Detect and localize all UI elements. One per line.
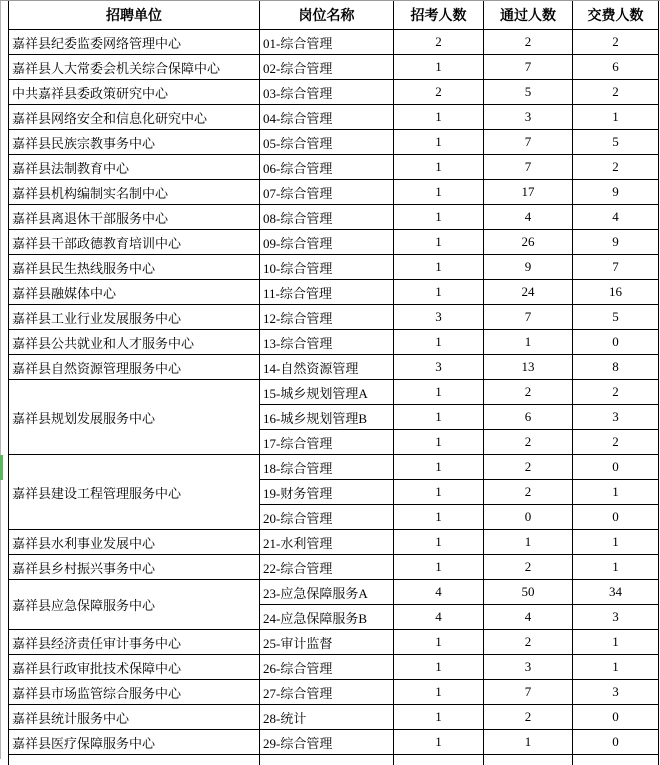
recruit-count-cell[interactable]: 1 <box>394 530 484 555</box>
table-row <box>9 630 659 655</box>
paid-count-cell[interactable]: 2 <box>573 155 659 180</box>
recruit-count-cell[interactable]: 1 <box>394 655 484 680</box>
paid-count-cell[interactable]: 16 <box>573 280 659 305</box>
table-row <box>9 55 659 80</box>
recruit-count-cell[interactable]: 1 <box>394 155 484 180</box>
left-margin-gridline <box>0 0 1 759</box>
paid-count-cell[interactable]: 9 <box>573 180 659 205</box>
table-row <box>9 580 659 605</box>
unit-cell[interactable]: 嘉祥县离退休干部服务中心 <box>9 205 260 230</box>
position-cell[interactable]: 06-综合管理 <box>260 155 394 180</box>
recruit-count-cell[interactable]: 1 <box>394 105 484 130</box>
paid-count-cell[interactable]: 0 <box>573 505 659 530</box>
position-cell[interactable]: 15-城乡规划管理A <box>260 380 394 405</box>
unit-cell[interactable]: 嘉祥县医疗保障服务中心 <box>9 730 260 755</box>
passed-count-cell[interactable]: 7 <box>484 55 573 80</box>
passed-count-cell[interactable]: 3 <box>484 655 573 680</box>
position-cell[interactable]: 27-综合管理 <box>260 680 394 705</box>
position-cell[interactable]: 07-综合管理 <box>260 180 394 205</box>
passed-count-cell[interactable]: 7 <box>484 130 573 155</box>
unit-cell[interactable]: 嘉祥县民生热线服务中心 <box>9 255 260 280</box>
table-row <box>9 755 659 765</box>
position-cell[interactable]: 11-综合管理 <box>260 280 394 305</box>
unit-cell[interactable]: 嘉祥县干部政德教育培训中心 <box>9 230 260 255</box>
position-cell[interactable]: 03-综合管理 <box>260 80 394 105</box>
paid-count-cell[interactable]: 0 <box>573 455 659 480</box>
empty-cell[interactable] <box>484 755 573 765</box>
paid-count-cell[interactable]: 2 <box>573 30 659 55</box>
paid-count-cell[interactable]: 3 <box>573 405 659 430</box>
paid-count-cell[interactable]: 4 <box>573 205 659 230</box>
table-row <box>9 655 659 680</box>
unit-cell[interactable]: 嘉祥县机构编制实名制中心 <box>9 180 260 205</box>
recruit-count-cell[interactable]: 3 <box>394 305 484 330</box>
passed-count-cell[interactable]: 2 <box>484 480 573 505</box>
table-body <box>9 30 659 765</box>
recruit-count-cell[interactable]: 2 <box>394 80 484 105</box>
table-row <box>9 305 659 330</box>
header-cell-paid-count[interactable]: 交费人数 <box>573 1 659 30</box>
table-row <box>9 355 659 380</box>
header-cell-recruit-count[interactable]: 招考人数 <box>394 1 484 30</box>
unit-cell[interactable]: 中共嘉祥县委政策研究中心 <box>9 80 260 105</box>
unit-cell[interactable]: 嘉祥县乡村振兴事务中心 <box>9 555 260 580</box>
header-cell-position[interactable]: 岗位名称 <box>260 1 394 30</box>
table-row <box>9 255 659 280</box>
position-cell[interactable]: 24-应急保障服务B <box>260 605 394 630</box>
recruit-count-cell[interactable]: 1 <box>394 380 484 405</box>
table-row <box>9 380 659 405</box>
unit-cell[interactable]: 嘉祥县纪委监委网络管理中心 <box>9 30 260 55</box>
passed-count-cell[interactable]: 5 <box>484 80 573 105</box>
table-row <box>9 705 659 730</box>
passed-count-cell[interactable]: 1 <box>484 330 573 355</box>
passed-count-cell[interactable]: 2 <box>484 705 573 730</box>
recruit-count-cell[interactable]: 1 <box>394 480 484 505</box>
recruit-count-cell[interactable]: 1 <box>394 255 484 280</box>
recruit-count-cell[interactable]: 1 <box>394 555 484 580</box>
passed-count-cell[interactable]: 24 <box>484 280 573 305</box>
passed-count-cell[interactable]: 2 <box>484 430 573 455</box>
table-row <box>9 30 659 55</box>
recruit-count-cell[interactable]: 3 <box>394 355 484 380</box>
table-row <box>9 130 659 155</box>
table-row <box>9 680 659 705</box>
unit-cell[interactable]: 嘉祥县民族宗教事务中心 <box>9 130 260 155</box>
recruit-count-cell[interactable]: 1 <box>394 230 484 255</box>
unit-cell[interactable]: 嘉祥县行政审批技术保障中心 <box>9 655 260 680</box>
recruit-count-cell[interactable]: 1 <box>394 205 484 230</box>
table-row <box>9 80 659 105</box>
passed-count-cell[interactable]: 13 <box>484 355 573 380</box>
passed-count-cell[interactable]: 2 <box>484 630 573 655</box>
paid-count-cell[interactable]: 3 <box>573 680 659 705</box>
unit-cell[interactable]: 嘉祥县经济责任审计事务中心 <box>9 630 260 655</box>
recruit-count-cell[interactable]: 1 <box>394 630 484 655</box>
position-cell[interactable]: 13-综合管理 <box>260 330 394 355</box>
position-cell[interactable]: 10-综合管理 <box>260 255 394 280</box>
passed-count-cell[interactable]: 7 <box>484 305 573 330</box>
recruit-count-cell[interactable]: 4 <box>394 580 484 605</box>
recruit-count-cell[interactable]: 1 <box>394 730 484 755</box>
position-cell[interactable]: 17-综合管理 <box>260 430 394 455</box>
passed-count-cell[interactable]: 4 <box>484 605 573 630</box>
passed-count-cell[interactable]: 17 <box>484 180 573 205</box>
passed-count-cell[interactable]: 0 <box>484 505 573 530</box>
table-row <box>9 230 659 255</box>
passed-count-cell[interactable]: 2 <box>484 30 573 55</box>
paid-count-cell[interactable]: 1 <box>573 655 659 680</box>
unit-cell[interactable]: 嘉祥县水利事业发展中心 <box>9 530 260 555</box>
unit-cell[interactable]: 嘉祥县自然资源管理服务中心 <box>9 355 260 380</box>
paid-count-cell[interactable]: 1 <box>573 630 659 655</box>
paid-count-cell[interactable]: 6 <box>573 55 659 80</box>
passed-count-cell[interactable]: 7 <box>484 155 573 180</box>
passed-count-cell[interactable]: 26 <box>484 230 573 255</box>
paid-count-cell[interactable]: 0 <box>573 330 659 355</box>
recruit-count-cell[interactable]: 1 <box>394 330 484 355</box>
table-row <box>9 730 659 755</box>
unit-cell[interactable]: 嘉祥县网络安全和信息化研究中心 <box>9 105 260 130</box>
passed-count-cell[interactable]: 1 <box>484 730 573 755</box>
recruit-count-cell[interactable]: 1 <box>394 180 484 205</box>
table-row <box>9 205 659 230</box>
recruit-count-cell[interactable]: 1 <box>394 430 484 455</box>
table-row <box>9 155 659 180</box>
passed-count-cell[interactable]: 7 <box>484 680 573 705</box>
paid-count-cell[interactable]: 1 <box>573 480 659 505</box>
position-cell[interactable]: 28-统计 <box>260 705 394 730</box>
paid-count-cell[interactable]: 5 <box>573 130 659 155</box>
unit-cell[interactable]: 嘉祥县人大常委会机关综合保障中心 <box>9 55 260 80</box>
recruit-count-cell[interactable]: 2 <box>394 30 484 55</box>
recruitment-table <box>8 0 659 765</box>
unit-cell[interactable]: 嘉祥县规划发展服务中心 <box>9 380 260 455</box>
recruit-count-cell[interactable]: 1 <box>394 705 484 730</box>
paid-count-cell[interactable]: 2 <box>573 80 659 105</box>
paid-count-cell[interactable]: 0 <box>573 730 659 755</box>
paid-count-cell[interactable]: 8 <box>573 355 659 380</box>
recruit-count-cell[interactable]: 1 <box>394 55 484 80</box>
unit-cell[interactable]: 嘉祥县法制教育中心 <box>9 155 260 180</box>
recruit-count-cell[interactable]: 1 <box>394 280 484 305</box>
empty-cell[interactable] <box>260 755 394 765</box>
table-row <box>9 555 659 580</box>
table-header-row <box>9 1 659 30</box>
empty-cell[interactable] <box>573 755 659 765</box>
passed-count-cell[interactable]: 9 <box>484 255 573 280</box>
unit-cell[interactable]: 嘉祥县统计服务中心 <box>9 705 260 730</box>
unit-cell[interactable]: 嘉祥县建设工程管理服务中心 <box>9 455 260 530</box>
recruit-count-cell[interactable]: 1 <box>394 680 484 705</box>
paid-count-cell[interactable]: 0 <box>573 705 659 730</box>
recruit-count-cell[interactable]: 1 <box>394 505 484 530</box>
passed-count-cell[interactable]: 50 <box>484 580 573 605</box>
paid-count-cell[interactable]: 3 <box>573 605 659 630</box>
table-row <box>9 530 659 555</box>
paid-count-cell[interactable]: 1 <box>573 105 659 130</box>
passed-count-cell[interactable]: 3 <box>484 105 573 130</box>
passed-count-cell[interactable]: 1 <box>484 530 573 555</box>
unit-cell[interactable]: 嘉祥县工业行业发展服务中心 <box>9 305 260 330</box>
recruit-count-cell[interactable]: 4 <box>394 605 484 630</box>
position-cell[interactable]: 01-综合管理 <box>260 30 394 55</box>
position-cell[interactable]: 16-城乡规划管理B <box>260 405 394 430</box>
table-row <box>9 455 659 480</box>
table-row <box>9 330 659 355</box>
header-cell-unit[interactable]: 招聘单位 <box>9 1 260 30</box>
recruit-count-cell[interactable]: 1 <box>394 405 484 430</box>
position-cell[interactable]: 04-综合管理 <box>260 105 394 130</box>
paid-count-cell[interactable]: 5 <box>573 305 659 330</box>
position-cell[interactable]: 02-综合管理 <box>260 55 394 80</box>
paid-count-cell[interactable]: 7 <box>573 255 659 280</box>
passed-count-cell[interactable]: 4 <box>484 205 573 230</box>
unit-cell[interactable]: 嘉祥县市场监管综合服务中心 <box>9 680 260 705</box>
paid-count-cell[interactable]: 2 <box>573 430 659 455</box>
position-cell[interactable]: 23-应急保障服务A <box>260 580 394 605</box>
position-cell[interactable]: 22-综合管理 <box>260 555 394 580</box>
row-selection-marker <box>0 455 3 480</box>
paid-count-cell[interactable]: 2 <box>573 380 659 405</box>
table-row <box>9 105 659 130</box>
paid-count-cell[interactable]: 9 <box>573 230 659 255</box>
recruit-count-cell[interactable]: 1 <box>394 455 484 480</box>
position-cell[interactable]: 09-综合管理 <box>260 230 394 255</box>
empty-cell[interactable] <box>9 755 260 765</box>
position-cell[interactable]: 26-综合管理 <box>260 655 394 680</box>
paid-count-cell[interactable]: 1 <box>573 530 659 555</box>
unit-cell[interactable]: 嘉祥县应急保障服务中心 <box>9 580 260 630</box>
position-cell[interactable]: 20-综合管理 <box>260 505 394 530</box>
passed-count-cell[interactable]: 6 <box>484 405 573 430</box>
position-cell[interactable]: 05-综合管理 <box>260 130 394 155</box>
paid-count-cell[interactable]: 34 <box>573 580 659 605</box>
recruit-count-cell[interactable]: 1 <box>394 130 484 155</box>
empty-cell[interactable] <box>394 755 484 765</box>
position-cell[interactable]: 25-审计监督 <box>260 630 394 655</box>
passed-count-cell[interactable]: 2 <box>484 455 573 480</box>
table-row <box>9 280 659 305</box>
passed-count-cell[interactable]: 2 <box>484 380 573 405</box>
header-cell-passed-count[interactable]: 通过人数 <box>484 1 573 30</box>
position-cell[interactable]: 08-综合管理 <box>260 205 394 230</box>
table-row <box>9 180 659 205</box>
paid-count-cell[interactable]: 1 <box>573 555 659 580</box>
top-gridline <box>0 0 660 1</box>
position-cell[interactable]: 29-综合管理 <box>260 730 394 755</box>
unit-cell[interactable]: 嘉祥县融媒体中心 <box>9 280 260 305</box>
position-cell[interactable]: 19-财务管理 <box>260 480 394 505</box>
passed-count-cell[interactable]: 2 <box>484 555 573 580</box>
position-cell[interactable]: 18-综合管理 <box>260 455 394 480</box>
position-cell[interactable]: 14-自然资源管理 <box>260 355 394 380</box>
position-cell[interactable]: 12-综合管理 <box>260 305 394 330</box>
position-cell[interactable]: 21-水利管理 <box>260 530 394 555</box>
unit-cell[interactable]: 嘉祥县公共就业和人才服务中心 <box>9 330 260 355</box>
